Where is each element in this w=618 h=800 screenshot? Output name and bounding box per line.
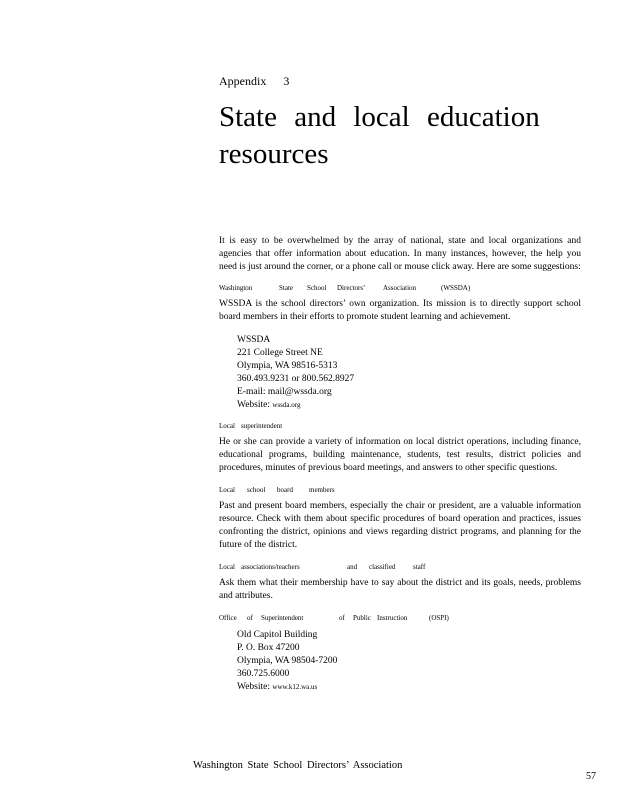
section-text-associations: Ask them what their membership have to say about the district and its goals, needs, problems and attributes. — [219, 578, 581, 601]
section-text-wssda: WSSDA is the school directors’ own organization. Its mission is to directly support school board members in their efforts to promote student learning and achievement. — [219, 299, 581, 322]
appendix-label: Appendix 3 — [219, 74, 290, 88]
page-footer: Washington State School Directors’ Association — [193, 760, 403, 771]
email-line: E-mail: mail@wssda.org — [237, 387, 332, 397]
website-link[interactable]: www.k12.wa.us — [272, 683, 318, 691]
main-content — [219, 235, 581, 703]
address-line: Olympia, WA 98516-5313 — [237, 361, 338, 371]
address-wssda — [237, 334, 581, 412]
phone-number: 360.725.6000 — [237, 669, 290, 679]
website-link[interactable]: wssda.org — [272, 401, 301, 409]
section-heading-associations: Local associations/teachers and classified staff — [219, 563, 426, 571]
website-line: Website: www.k12.wa.us — [237, 682, 318, 692]
address-line: Olympia, WA 98504-7200 — [237, 656, 338, 666]
phone-numbers: 360.493.9231 or 800.562.8927 — [237, 374, 355, 384]
section-heading-board-members: Local school board members — [219, 486, 335, 494]
address-line: WSSDA — [237, 335, 271, 345]
address-line: Old Capitol Building — [237, 630, 318, 640]
address-line: P. O. Box 47200 — [237, 643, 300, 653]
website-line: Website: wssda.org — [237, 400, 301, 410]
intro-paragraph: It is easy to be overwhelmed by the array of national, state and local organizations and agencies that offer information about education. In many instances, however, the help you need is just around the corner, or a phone call or mouse click away. Here are some suggestions: — [219, 236, 581, 272]
address-line: 221 College Street NE — [237, 348, 323, 358]
address-ospi — [237, 629, 581, 694]
section-heading-ospi: Office of Superintendent of Public Instruction (OSPI) — [219, 614, 449, 622]
section-text-superintendent: He or she can provide a variety of information on local district operations, including finance, educational programs, building maintenance, students, test results, district policies and procedures, minutes of previous board meetings, and answers to other specific questions. — [219, 437, 581, 473]
section-heading-wssda: Washington State School Directors’ Association (WSSDA) — [219, 284, 471, 292]
section-heading-superintendent: Local superintendent — [219, 422, 283, 430]
page-title: State and local education resources — [219, 101, 540, 170]
section-text-board-members: Past and present board members, especially the chair or president, are a valuable information resource. Check with them about specific procedures of board operation and practices, issues confronting the district, opinions and views regarding district programs, and planning for the future of the district. — [219, 501, 581, 550]
page-number: 57 — [586, 771, 596, 782]
